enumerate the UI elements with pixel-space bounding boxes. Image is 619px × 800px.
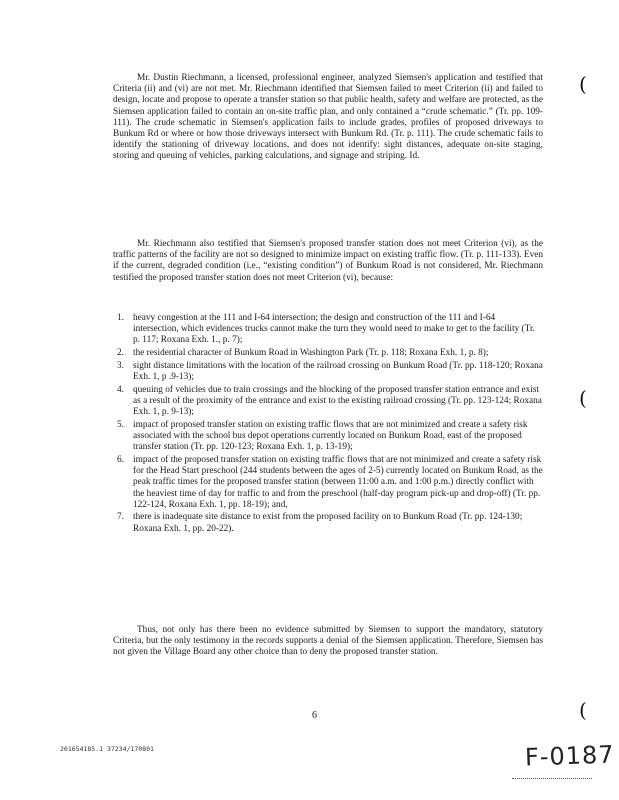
list-item [113, 348, 543, 359]
list-item-text: impact of proposed transfer station on existing traffic flows that are not minimized and create a safety risk associated with the school bus depot operations currently located on Bunkum Road, east of the proposed transfer station (Tr. pp. 120-123; Roxana Exh. 1, p. 13-19); [133, 419, 528, 453]
list-item-number: 2. [117, 348, 124, 359]
margin-mark: ( [579, 386, 587, 410]
paragraph-riechmann-criteria [113, 73, 543, 163]
list-item [113, 313, 543, 347]
list-item-text: the residential character of Bunkum Road in Washington Park (Tr. p. 118; Roxana Exh. 1, p. 8); [133, 348, 489, 359]
list-item-number: 1. [117, 313, 124, 323]
paragraph-text: Mr. Riechmann also testified that Siemsen's proposed transfer station does not meet Criterion (vi), as the traffic patterns of the facility are not so designed to minimize impact on existing traffic flow. (Tr. p. 111-133). Even if the current, degraded condition (i.e., “existing condition”) of Bunkum Road is not considered, Mr. Riechmann testified the proposed transfer station does not meet Criterion (vi), because: [113, 239, 543, 283]
margin-mark: ( [579, 698, 587, 722]
list-item [113, 361, 543, 383]
paragraph-criterion-vi [113, 239, 543, 284]
paragraph-text: Thus, not only has there been no evidence submitted by Siemsen to support the mandatory, statutory Criteria, but the only testimony in the records supports a denial of the Siemsen application. Therefore, Siemsen has not given the Village Board any other choice than to deny the proposed transfer station. [113, 625, 543, 658]
document-id: 201654185.1 37234/170801 [60, 745, 154, 753]
list-item-number: 3. [117, 360, 124, 371]
list-item-text: there is inadequate site distance to exist from the proposed facility on to Bunkum Road (Tr. pp. 124-130; Roxana Exh. 1, pp. 20-22). [133, 512, 523, 534]
handwritten-stamp: F-0187 [524, 740, 616, 772]
list-item [113, 385, 543, 419]
list-item-text: queuing of vehicles due to train crossings and the blocking of the proposed transfer station entrance and exist as a result of the proximity of the entrance and exist to the existing railroad crossing (Tr. pp. 123-124; Roxana Exh. 1, p. 9-13); [133, 384, 542, 418]
list-item-text: sight distance limitations with the location of the railroad crossing on Bunkum Road (Tr. pp. 118-120; Roxana Exh. 1, p .9-13); [133, 360, 543, 383]
stamp-underline [512, 778, 592, 779]
paragraph-text: Mr. Dustin Riechmann, a licensed, professional engineer, analyzed Siemsen's application and testified that Criteria (ii) and (vi) are not met. Mr. Riechmann identified that Siemsen failed to meet Criterion (ii) and failed to design, locate and propose to operate a transfer station so that public health, safety and welfare are protected, as the Siemsen application failed to contain an on-site traffic plan, and only contained a “crude schematic.” (Tr. pp. 109-111). The crude schematic in Siemsen's application fails to include grades, profiles of proposed driveways to Bunkum Rd or where or how those driveways intersect with Bunkum Rd. (Tr. p. 111). The crude schematic fails to identify the stationing of driveway locations, and does not identify: sight distances, adequate on-site staging, storing and queuing of vehicles, parking calculations, and signage and striping. Id. [113, 73, 543, 162]
page-number: 6 [312, 710, 317, 721]
list-item-text: impact of the proposed transfer station on existing traffic flows that are not minimized and create a safety risk for the Head Start preschool (244 students between the ages of 2-5) currently located on Bunkum Road, as the peak traffic times for the proposed transfer station (between 11:00 a.m. and 1:00 p.m.) directly conflict with the heaviest time of day for traffic to and from the preschool (half-day program pick-up and drop-off) (Tr. pp. 122-124, Roxana Exh. 1, pp. 18-19); and, [133, 454, 543, 510]
list-item [113, 455, 543, 511]
list-item-number: 6. [117, 454, 124, 465]
traffic-issues-list [113, 313, 543, 536]
list-item-text: heavy congestion at the 111 and I-64 intersection; the design and construction of the 111 and I-64 intersection, which evidences trucks cannot make the turn they would need to make to get to the facility (Tr. p. 117; Roxana Exh. 1., p. 7); [133, 313, 535, 346]
list-item [113, 512, 543, 534]
list-item-number: 7. [117, 512, 124, 523]
margin-mark: ( [579, 72, 587, 96]
list-item-number: 4. [117, 384, 124, 395]
paragraph-conclusion [113, 625, 543, 659]
list-item-number: 5. [117, 419, 124, 430]
list-item [113, 420, 543, 454]
